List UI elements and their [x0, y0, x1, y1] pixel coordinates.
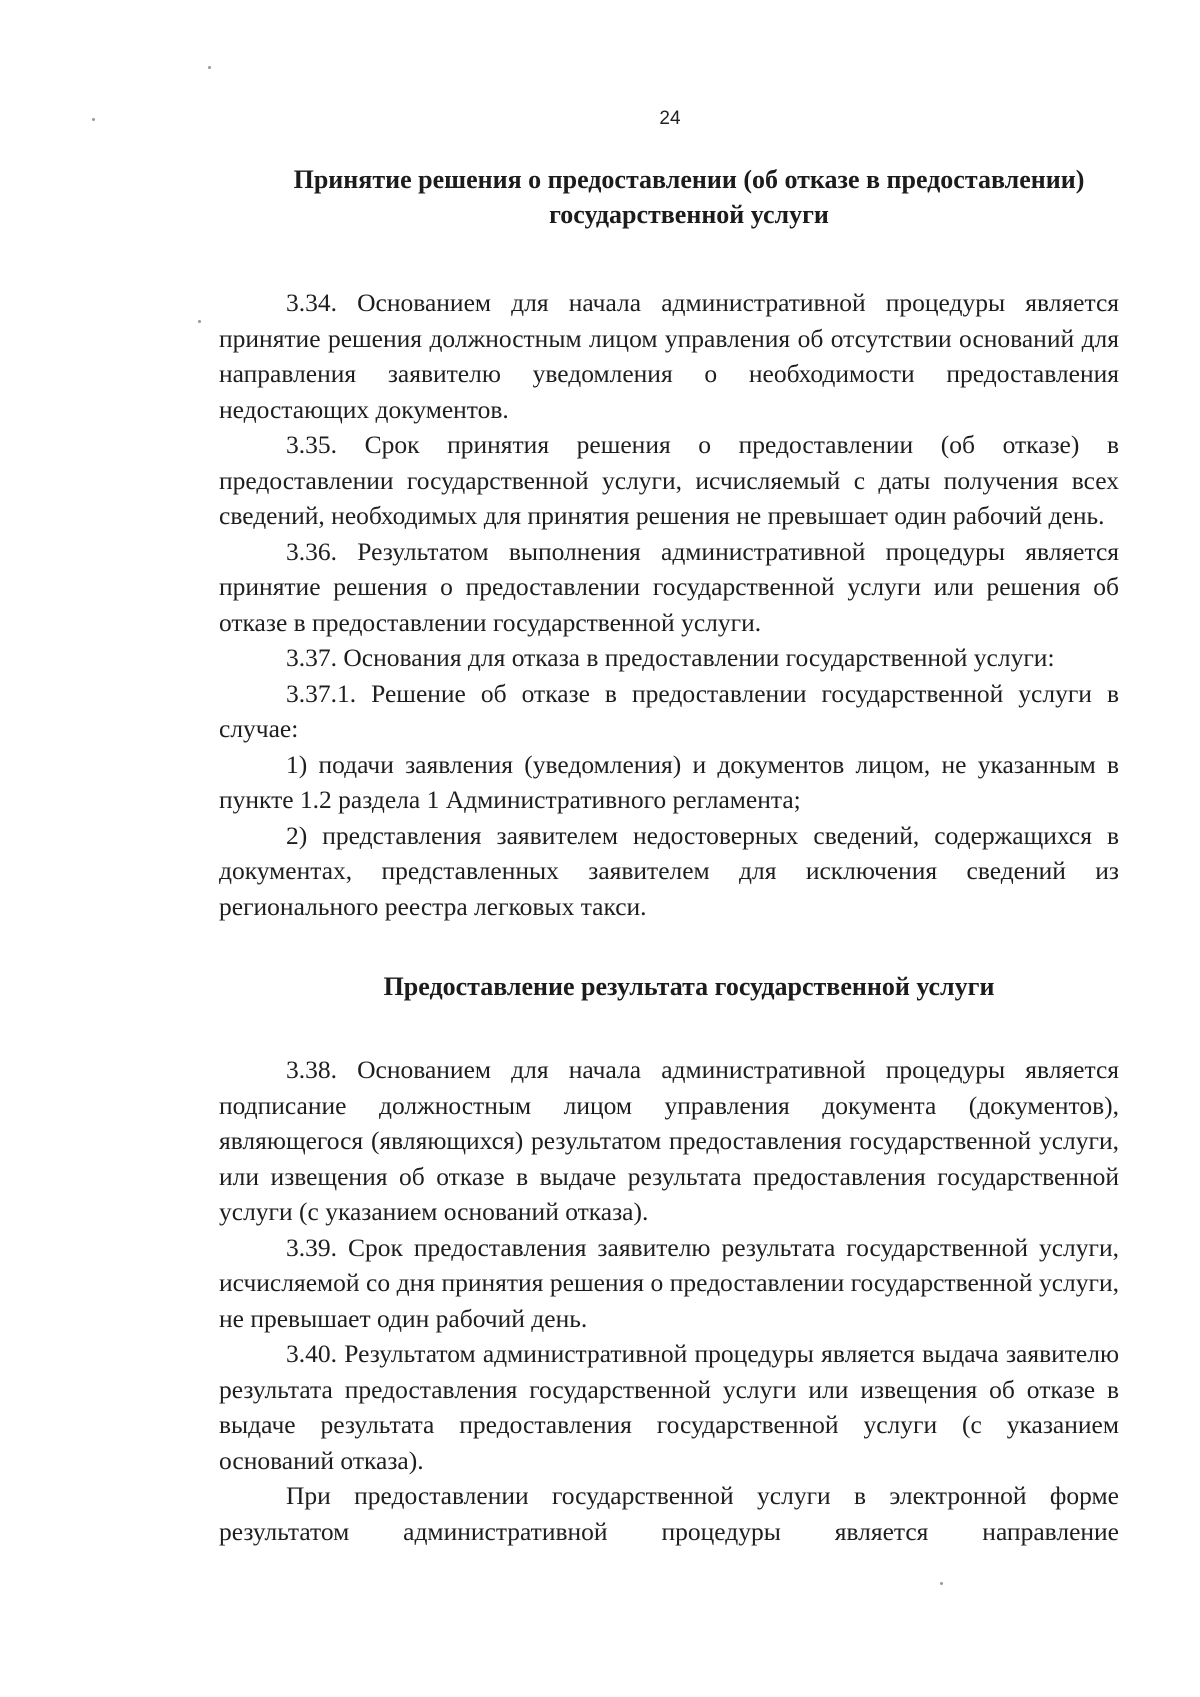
paragraph-3-39: 3.39. Срок предоставления заявителю результата государственной услуги, исчисляемой со дня принятия решения о предоставлении государственной услуги, не превышает один рабочий день.: [219, 1232, 1119, 1333]
scan-speck: [940, 1582, 943, 1585]
paragraph-3-40: 3.40. Результатом административной процедуры является выдача заявителю результата предоставления государственной услуги или извещения об отказе в выдаче результата предоставления государственной услуги (с указанием оснований отказа).: [219, 1339, 1119, 1475]
section-heading-decision: Принятие решения о предоставлении (об отказе в предоставлении) государственной услуги: [293, 165, 1085, 229]
paragraph-3-36: 3.36. Результатом выполнения административной процедуры является принятие решения о предоставлении государственной услуги или решения об отказе в предоставлении государственной услуги.: [219, 536, 1119, 637]
document-body: [219, 150, 1119, 1549]
paragraph-3-34: 3.34. Основанием для начала административной процедуры является принятие решения должностным лицом управления об отсутствии оснований для направления заявителю уведомления о необходимости предоставления недостающих документов.: [219, 288, 1119, 424]
paragraph-3-35: 3.35. Срок принятия решения о предоставлении (об отказе) в предоставлении государственной услуги, исчисляемый с даты получения всех сведений, необходимых для принятия решения не превышает один рабочий день.: [219, 430, 1119, 530]
scan-speck: [198, 320, 201, 323]
paragraph-electronic-form: При предоставлении государственной услуги в электронной форме результатом административной процедуры является направление: [219, 1481, 1119, 1546]
page-number: 24: [659, 108, 681, 129]
scan-speck: [208, 66, 211, 69]
paragraph-3-37-1: 3.37.1. Решение об отказе в предоставлении государственной услуги в случае:: [219, 678, 1119, 743]
paragraph-3-37: 3.37. Основания для отказа в предоставлении государственной услуги:: [286, 643, 1055, 672]
section-heading-result: Предоставление результата государственной услуги: [383, 972, 995, 1001]
scan-speck: [92, 118, 95, 121]
list-item-2: 2) представления заявителем недостоверных сведений, содержащихся в документах, представленных заявителем для исключения сведений из регионального реестра легковых такси.: [219, 820, 1119, 921]
list-item-1: 1) подачи заявления (уведомления) и документов лицом, не указанным в пункте 1.2 раздела 1 Административного регламента;: [219, 749, 1119, 814]
paragraph-3-38: 3.38. Основанием для начала административной процедуры является подписание должностным лицом управления документа (документов), являющегося (являющихся) результатом предоставления государственной услуги, или извещения об отказе в выдаче результата предоставления государственной услуги (с указанием оснований отказа).: [219, 1055, 1119, 1226]
